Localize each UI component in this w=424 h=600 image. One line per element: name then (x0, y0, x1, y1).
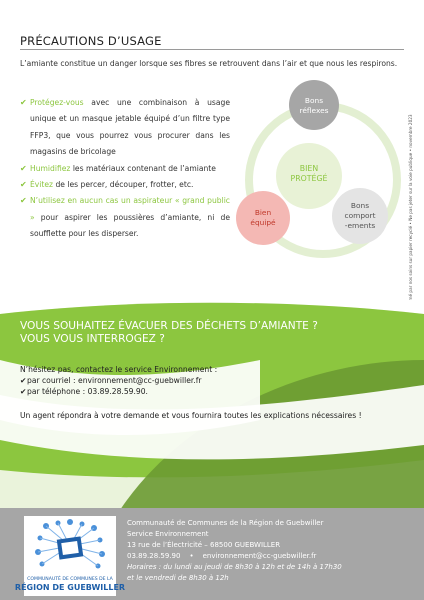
tip-highlight: N’utilisez en aucun cas un aspirateur « grand public » (30, 196, 230, 222)
contact-block (20, 364, 400, 397)
footer-service: Service Environnement (127, 530, 209, 538)
footer-phone-email (127, 551, 417, 562)
tip-text: avec une combinaison à usage unique et un masque jetable équipé d’un filtre type FFP3, que vous pourrez vous procurer dans les magasins de bricolage (30, 98, 230, 157)
footer-separator: • (189, 552, 194, 560)
label-center-line1: BIEN (299, 164, 319, 173)
label-right-line3: -ements (344, 221, 376, 230)
footer-hours-line1: Horaires : du lundi au jeudi de 8h30 à 12h et de 14h à 17h30 (127, 563, 342, 571)
list-item (20, 161, 230, 177)
section-title: PRÉCAUTIONS D’USAGE (20, 34, 162, 48)
label-right-line2: comport (344, 211, 376, 220)
logo-line1: COMMUNAUTÉ DE COMMUNES DE LA (27, 577, 113, 582)
evacuation-heading-line1: VOUS SOUHAITEZ ÉVACUER DES DÉCHETS D’AMIANTE ? (20, 320, 318, 332)
tip-highlight: Évitez (30, 180, 54, 190)
logo-line2: RÉGION DE GUEBWILLER (14, 583, 126, 592)
label-center (279, 164, 339, 184)
footer-hours-line2: et le vendredi de 8h30 à 12h (127, 574, 229, 582)
contact-phone-text[interactable]: par téléphone : 03.89.28.59.90. (27, 387, 148, 396)
evacuation-heading-line2: VOUS VOUS INTERROGEZ ? (20, 333, 165, 345)
logo (14, 516, 126, 596)
check-icon: ✔ (20, 196, 27, 206)
contact-phone (20, 386, 400, 397)
label-center-line2: PROTÉGÉ (290, 174, 328, 183)
tip-text: de les percer, découper, frotter, etc. (53, 180, 194, 190)
agent-response-note: Un agent répondra à votre demande et vous fournira toutes les explications nécessaires ! (20, 411, 362, 420)
contact-mail (20, 375, 400, 386)
label-right (334, 201, 386, 231)
label-top (289, 96, 339, 116)
title-divider (20, 49, 404, 50)
tip-highlight: Protégez-vous (30, 98, 84, 107)
footer-contact (127, 518, 417, 584)
bullet-icon: ✔ (20, 376, 27, 385)
list-item (20, 193, 230, 242)
evacuation-heading (20, 320, 350, 346)
list-item (20, 177, 230, 193)
check-icon: ✔ (20, 180, 27, 190)
footer-phone[interactable]: 03.89.28.59.90 (127, 552, 181, 560)
footer (0, 508, 424, 600)
footer-email[interactable]: environnement@cc-guebwiller.fr (202, 552, 317, 560)
label-right-line1: Bons (350, 201, 370, 210)
intro-paragraph: L’amiante constitue un danger lorsque ses fibres se retrouvent dans l’air et que nous les respirons. (20, 59, 398, 68)
label-top-line1: Bons (304, 96, 324, 105)
tip-text: les matériaux contenant de l’amiante (70, 163, 216, 173)
tip-highlight: Humidifiez (30, 163, 71, 173)
contact-intro: N’hésitez pas, contactez le service Environnement : (20, 365, 218, 374)
check-icon: ✔ (20, 163, 27, 173)
logo-graphic (14, 516, 126, 596)
footer-address: 13 rue de l’Électricité – 68500 GUEBWILLER (127, 541, 281, 549)
precautions-list (20, 95, 230, 243)
tip-text: pour aspirer les poussières d’amiante, ni de soufflette pour les disperser. (30, 212, 230, 239)
label-top-line2: réflexes (299, 106, 329, 115)
label-left-line1: Bien (254, 208, 272, 217)
list-item (20, 95, 230, 161)
label-left-line2: équipé (250, 218, 276, 227)
contact-mail-text[interactable]: par courriel : environnement@cc-guebwiller.fr (27, 376, 202, 385)
label-left (238, 208, 288, 228)
bullet-icon: ✔ (20, 387, 27, 396)
protection-diagram (228, 82, 408, 272)
check-icon: ✔ (20, 98, 27, 107)
footer-org: Communauté de Communes de la Région de Guebwiller (127, 519, 324, 527)
